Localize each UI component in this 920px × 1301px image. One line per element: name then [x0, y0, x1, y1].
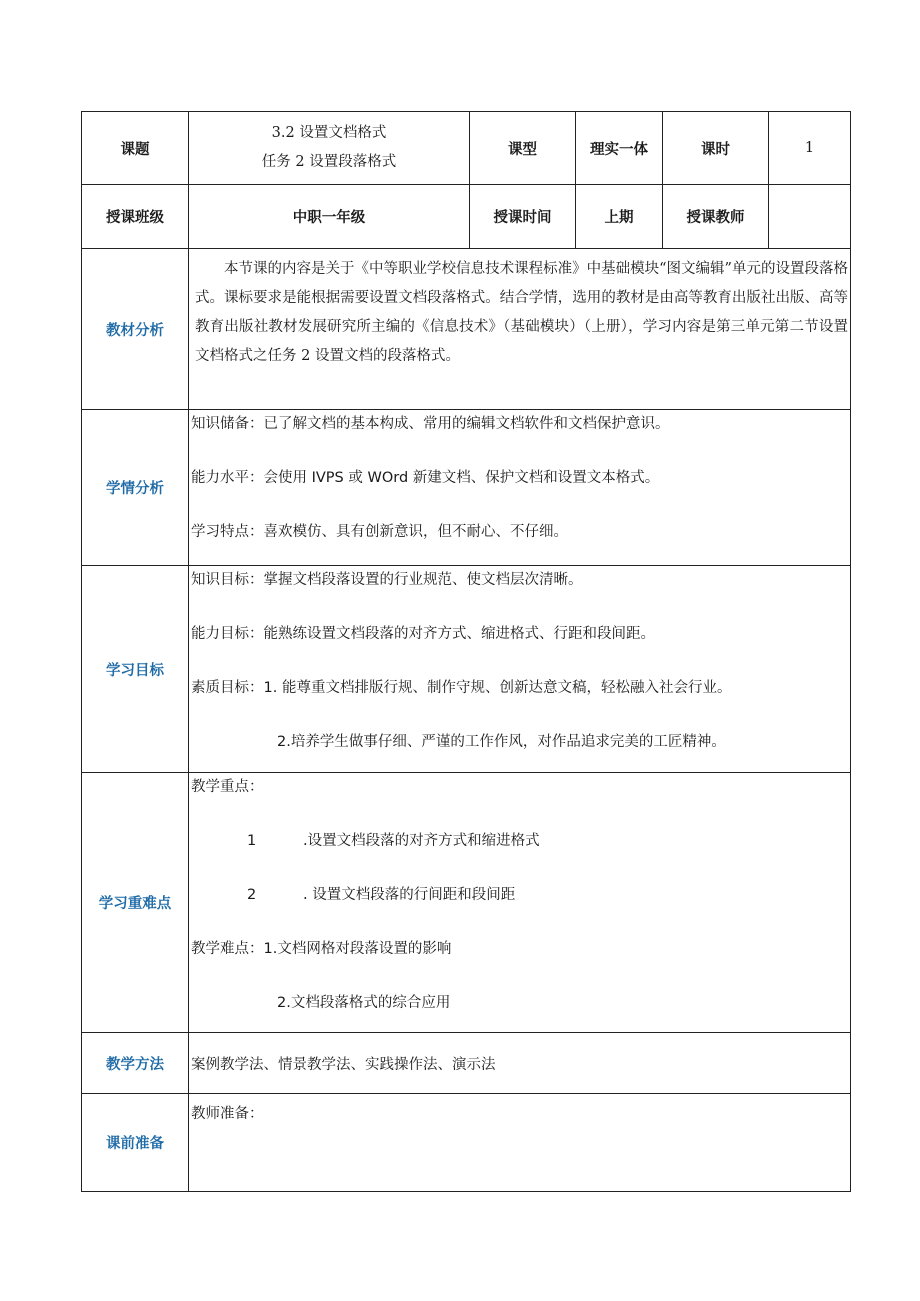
row-material — [82, 249, 851, 410]
keypoints-label: 学习重难点 — [82, 773, 189, 1033]
row-topic — [82, 112, 851, 185]
type-value: 理实一体 — [576, 112, 663, 185]
prep-text: 教师准备： — [191, 1106, 264, 1122]
focus-item-1: 1 .设置文档段落的对齐方式和缩进格式 — [247, 833, 540, 849]
difficulty-item-1: 教学难点：1.文档网格对段落设置的影响 — [191, 941, 452, 957]
row-keypoints — [82, 773, 851, 1033]
hours-value: 1 — [769, 112, 851, 185]
time-label: 授课时间 — [470, 185, 576, 249]
row-methods — [82, 1033, 851, 1094]
goals-label: 学习目标 — [82, 566, 189, 773]
focus-title: 教学重点： — [191, 779, 264, 795]
class-label: 授课班级 — [82, 185, 189, 249]
app-wps: IVPS — [311, 470, 344, 486]
topic-line-2: 任务 2 设置段落格式 — [261, 154, 397, 170]
students-knowledge: 知识储备：已了解文档的基本构成、常用的编辑文档软件和文档保护意识。 — [191, 416, 670, 432]
goal-quality-2: 2.培养学生做事仔细、严谨的工作作风，对作品追求完美的工匠精神。 — [277, 734, 726, 750]
material-label: 教材分析 — [82, 249, 189, 410]
goal-ability: 能力目标：能熟练设置文档段落的对齐方式、缩进格式、行距和段间距。 — [191, 626, 655, 642]
row-class — [82, 185, 851, 249]
goal-knowledge: 知识目标：掌握文档段落设置的行业规范、使文档层次清晰。 — [191, 572, 583, 588]
goal-quality-1: 素质目标：1. 能尊重文档排版行规、制作守规、创新达意文稿，轻松融入社会行业。 — [191, 680, 732, 696]
focus-item-2: 2 . 设置文档段落的行间距和段间距 — [247, 887, 516, 903]
row-students — [82, 410, 851, 566]
row-prep — [82, 1094, 851, 1192]
teacher-label: 授课教师 — [663, 185, 769, 249]
students-ability: 能力水平：会使用 IVPS 或 WOrd 新建文档、保护文档和设置文本格式。 — [191, 470, 660, 486]
hours-label: 课时 — [663, 112, 769, 185]
app-word: WOrd — [367, 470, 409, 486]
lesson-plan-table — [81, 111, 851, 1192]
topic-label: 课题 — [82, 112, 189, 185]
time-value: 上期 — [576, 185, 663, 249]
prep-content — [189, 1094, 851, 1192]
row-goals — [82, 566, 851, 773]
topic-line-1: 3.2 设置文档格式 — [271, 125, 387, 141]
goals-content — [189, 566, 851, 773]
keypoints-content — [189, 773, 851, 1033]
students-content — [189, 410, 851, 566]
type-label: 课型 — [470, 112, 576, 185]
class-value: 中职一年级 — [189, 185, 470, 249]
methods-label: 教学方法 — [82, 1033, 189, 1094]
prep-label: 课前准备 — [82, 1094, 189, 1192]
difficulty-item-2: 2.文档段落格式的综合应用 — [277, 995, 451, 1011]
material-content — [189, 249, 851, 410]
topic-value — [189, 112, 470, 185]
students-traits: 学习特点：喜欢模仿、具有创新意识，但不耐心、不仔细。 — [191, 524, 568, 540]
students-label: 学情分析 — [82, 410, 189, 566]
methods-text: 案例教学法、情景教学法、实践操作法、演示法 — [189, 1033, 851, 1094]
material-text: 本节课的内容是关于《中等职业学校信息技术课程标准》中基础模块“图文编辑”单元的设置段落格式。课标要求是能根据需要设置文档段落格式。结合学情，选用的教材是由高等教育出版社出版、高等教育出版社教材发展研究所主编的《信息技术》（基础模块）（上册），学习内容是第三单元第二节设置文档格式之任务 2 设置文档的段落格式。 — [195, 261, 848, 364]
teacher-value — [769, 185, 851, 249]
